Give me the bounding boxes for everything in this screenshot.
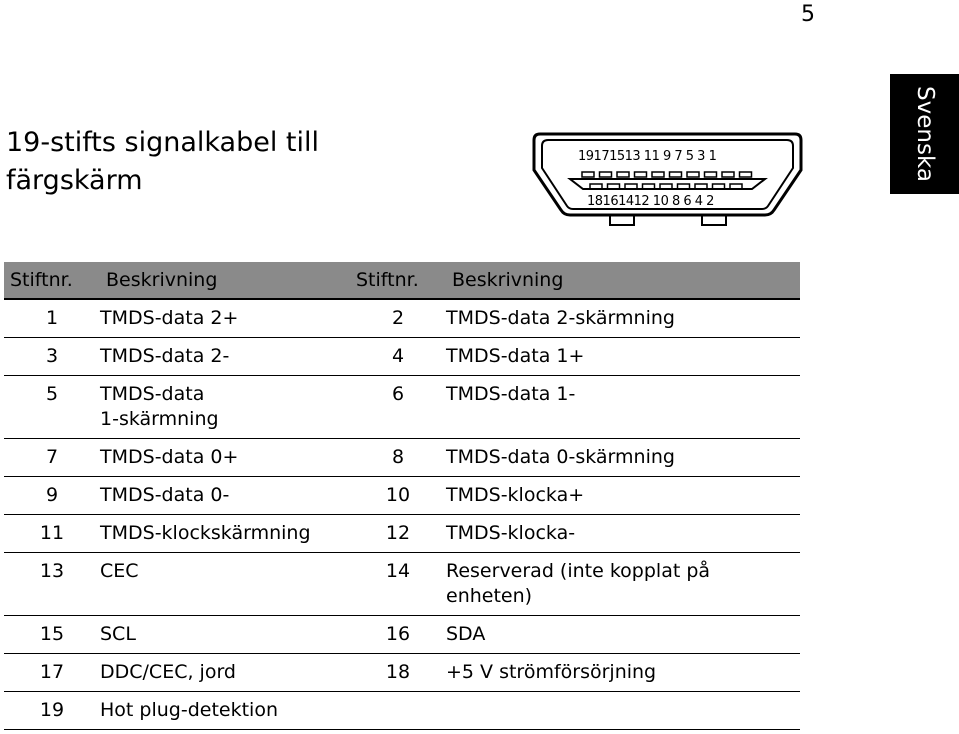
pin-description-cell: TMDS-data 1-skärmning — [100, 376, 350, 439]
table-row — [4, 692, 800, 730]
header-description-1: Beskrivning — [100, 262, 350, 299]
pin-description-cell: Reserverad (inte kopplat på enheten) — [446, 553, 800, 616]
pin-number-cell: 8 — [350, 439, 446, 477]
table-row — [4, 616, 800, 654]
page-number: 5 — [801, 2, 815, 27]
pin-assignment-table — [4, 262, 800, 730]
section-title: 19-stifts signalkabel till färgskärm — [6, 127, 320, 196]
hdmi-connector-outline-icon — [530, 130, 805, 228]
pin-row-top-icon — [582, 172, 752, 177]
table-row — [4, 376, 800, 439]
language-tab-label: Svenska — [911, 86, 938, 182]
pin-description-cell: DDC/CEC, jord — [100, 654, 350, 692]
pin-description-cell: TMDS-data 2-skärmning — [446, 299, 800, 338]
pin-description-cell: TMDS-klockskärmning — [100, 515, 350, 553]
pin-number-cell: 16 — [350, 616, 446, 654]
pin-number-cell — [350, 692, 446, 730]
pin-number-cell: 7 — [4, 439, 100, 477]
pin-description-cell: TMDS-klocka- — [446, 515, 800, 553]
pin-number-cell: 13 — [4, 553, 100, 616]
hdmi-connector-diagram — [530, 130, 805, 228]
table-row — [4, 299, 800, 338]
pin-number-cell: 14 — [350, 553, 446, 616]
table-header-row — [4, 262, 800, 299]
pin-number-cell: 17 — [4, 654, 100, 692]
table-row — [4, 439, 800, 477]
pin-description-cell: CEC — [100, 553, 350, 616]
pin-number-cell: 9 — [4, 477, 100, 515]
pin-description-cell: TMDS-data 0-skärmning — [446, 439, 800, 477]
pin-number-cell: 15 — [4, 616, 100, 654]
pin-description-cell: TMDS-data 0+ — [100, 439, 350, 477]
language-tab — [890, 74, 959, 194]
pin-description-cell: TMDS-klocka+ — [446, 477, 800, 515]
pin-number-cell: 4 — [350, 338, 446, 376]
pin-description-cell: TMDS-data 1+ — [446, 338, 800, 376]
table-row — [4, 477, 800, 515]
pin-number-cell: 1 — [4, 299, 100, 338]
pin-number-cell: 10 — [350, 477, 446, 515]
pin-description-cell: TMDS-data 1- — [446, 376, 800, 439]
pin-number-cell: 6 — [350, 376, 446, 439]
pin-number-cell: 2 — [350, 299, 446, 338]
pin-number-cell: 18 — [350, 654, 446, 692]
pin-description-cell: +5 V strömförsörjning — [446, 654, 800, 692]
pin-description-cell: TMDS-data 2+ — [100, 299, 350, 338]
pin-number-cell: 11 — [4, 515, 100, 553]
header-pin-number-1: Stiftnr. — [4, 262, 100, 299]
pin-description-cell: Hot plug-detektion — [100, 692, 350, 730]
pin-number-cell: 5 — [4, 376, 100, 439]
table-row — [4, 553, 800, 616]
top-pin-numbers: 19171513 11 9 7 5 3 1 — [578, 149, 717, 164]
pin-description-cell: TMDS-data 0- — [100, 477, 350, 515]
header-description-2: Beskrivning — [446, 262, 800, 299]
pin-description-cell — [446, 692, 800, 730]
pin-number-cell: 19 — [4, 692, 100, 730]
table-row — [4, 654, 800, 692]
header-pin-number-2: Stiftnr. — [350, 262, 446, 299]
pin-description-cell: SDA — [446, 616, 800, 654]
bottom-pin-numbers: 18161412 10 8 6 4 2 — [587, 194, 714, 209]
pin-number-cell: 3 — [4, 338, 100, 376]
pin-number-cell: 12 — [350, 515, 446, 553]
table-row — [4, 515, 800, 553]
pin-description-cell: TMDS-data 2- — [100, 338, 350, 376]
table-row — [4, 338, 800, 376]
pin-description-cell: SCL — [100, 616, 350, 654]
